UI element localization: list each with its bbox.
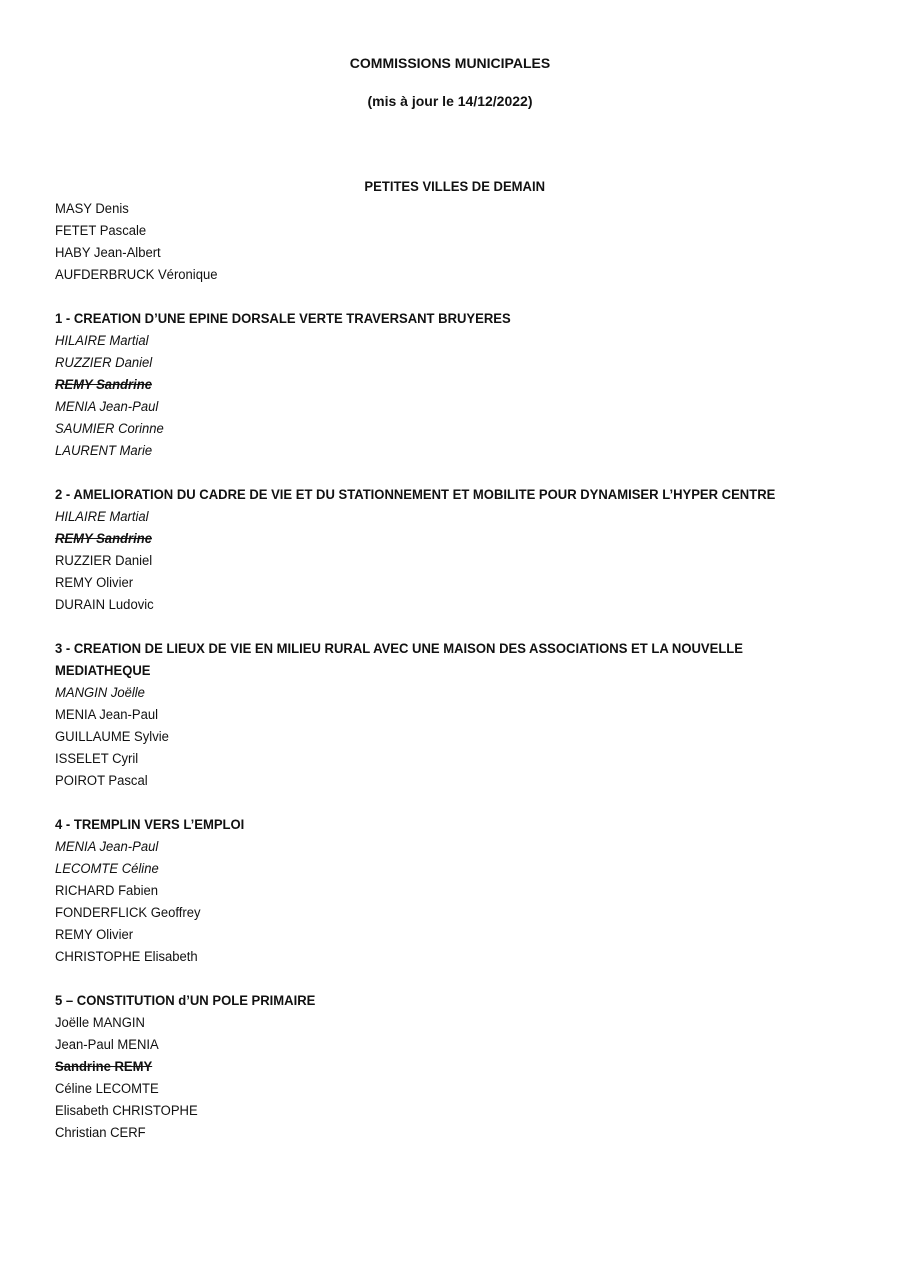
update-date: (mis à jour le 14/12/2022) — [367, 93, 533, 109]
section-2 — [55, 484, 791, 616]
section-title-3-continued: MEDIATHEQUE — [55, 663, 151, 679]
member-name: Céline LECOMTE — [55, 1081, 159, 1097]
member-name: REMY Olivier — [55, 575, 134, 591]
member-name: MENIA Jean-Paul — [55, 839, 159, 855]
member-name: FETET Pascale — [55, 223, 147, 239]
member-name-struck: Sandrine REMY — [55, 1059, 153, 1075]
document-title: COMMISSIONS MUNICIPALES — [349, 55, 551, 71]
member-name: MASY Denis — [55, 201, 129, 217]
member-name: HILAIRE Martial — [55, 333, 149, 349]
member-name: RUZZIER Daniel — [55, 355, 153, 371]
section-title-5: 5 – CONSTITUTION d’UN POLE PRIMAIRE — [55, 993, 316, 1009]
member-name: HABY Jean-Albert — [55, 245, 161, 261]
member-name: MANGIN Joëlle — [55, 685, 145, 701]
member-name: Jean-Paul MENIA — [55, 1037, 159, 1053]
member-name: GUILLAUME Sylvie — [55, 729, 169, 745]
member-name: LECOMTE Céline — [55, 861, 159, 877]
member-name: RUZZIER Daniel — [55, 553, 153, 569]
section-title-4: 4 - TREMPLIN VERS L’EMPLOI — [55, 817, 245, 833]
member-name: DURAIN Ludovic — [55, 597, 154, 613]
section-petites-villes — [55, 176, 791, 286]
section-1 — [55, 308, 791, 462]
member-name: POIROT Pascal — [55, 773, 148, 789]
member-name: MENIA Jean-Paul — [55, 707, 159, 723]
member-name: FONDERFLICK Geoffrey — [55, 905, 201, 921]
section-title-1: 1 - CREATION D’UNE EPINE DORSALE VERTE TRAVERSANT BRUYERES — [55, 311, 511, 327]
member-name: ISSELET Cyril — [55, 751, 139, 767]
member-name: AUFDERBRUCK Véronique — [55, 267, 218, 283]
member-name-struck: REMY Sandrine — [55, 531, 152, 547]
section-3 — [55, 638, 791, 792]
member-name: MENIA Jean-Paul — [55, 399, 159, 415]
member-name: Christian CERF — [55, 1125, 146, 1141]
member-name: CHRISTOPHE Elisabeth — [55, 949, 198, 965]
section-5 — [55, 990, 791, 1144]
section-title-2: 2 - AMELIORATION DU CADRE DE VIE ET DU STATIONNEMENT ET MOBILITE POUR DYNAMISER L’HYPER CENTRE — [55, 487, 776, 503]
member-name: HILAIRE Martial — [55, 509, 149, 525]
section-4 — [55, 814, 791, 968]
member-name: REMY Olivier — [55, 927, 134, 943]
section-title-3: 3 - CREATION DE LIEUX DE VIE EN MILIEU RURAL AVEC UNE MAISON DES ASSOCIATIONS ET LA NOUVELLE — [55, 641, 743, 657]
member-name: Elisabeth CHRISTOPHE — [55, 1103, 198, 1119]
member-name: SAUMIER Corinne — [55, 421, 164, 437]
member-name-struck: REMY Sandrine — [55, 377, 152, 393]
member-name: Joëlle MANGIN — [55, 1015, 145, 1031]
member-name: RICHARD Fabien — [55, 883, 159, 899]
commissions-list — [55, 176, 791, 1166]
member-name: LAURENT Marie — [55, 443, 153, 459]
section-title-petites-villes: PETITES VILLES DE DEMAIN — [364, 179, 546, 195]
